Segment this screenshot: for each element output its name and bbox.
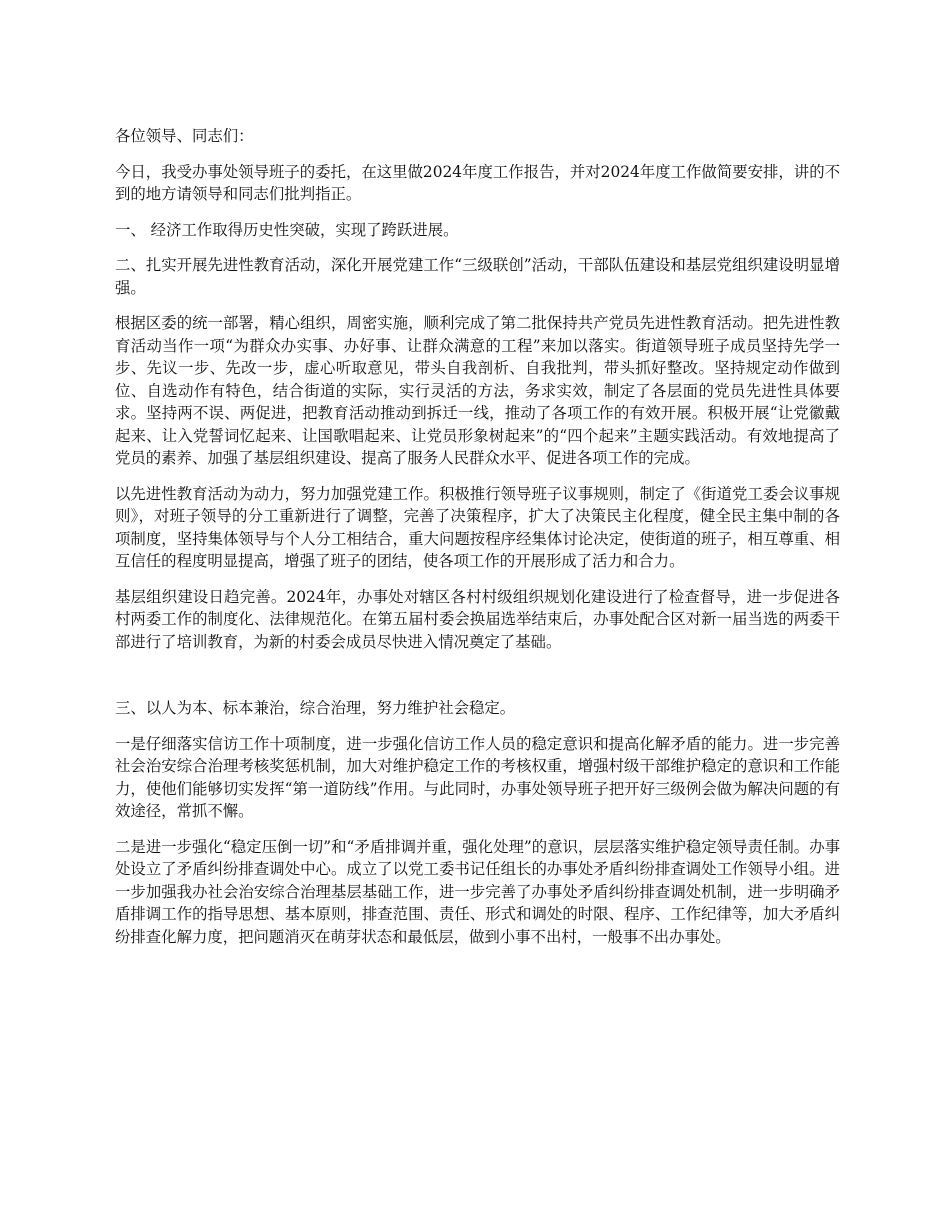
paragraph-grassroots: 基层组织建设日趋完善。2024年，办事处对辖区各村村级组织规划化建设进行了检查督导，进一步促进各村两委工作的制度化、法律规范化。在第五届村委会换届选举结束后，办事处配合区对新一届当选的两委干部进行了培训教育，为新的村委会成员尽快进入情况奠定了基础。 xyxy=(115,587,840,651)
paragraph-petition: 一是仔细落实信访工作十项制度，进一步强化信访工作人员的稳定意识和提高化解矛盾的能力。进一步完善社会治安综合治理考核奖惩机制，加大对维护稳定工作的考核权重，增强村级干部维护稳定的意识和工作能力，使他们能够切实发挥“第一道防线”作用。与此同时，办事处领导班子把开好三级例会做为解决问题的有效途径，常抓不懈。 xyxy=(115,734,840,820)
spacer xyxy=(115,666,840,697)
paragraph-education: 根据区委的统一部署，精心组织，周密实施，顺利完成了第二批保持共产党员先进性教育活动。把先进性教育活动当作一项“为群众办实事、办好事、让群众满意的工程”来加以落实。街道领导班子成员坚持先学一步、先议一步、先改一步，虚心听取意见，带头自我剖析、自我批判，带头抓好整改。坚持规定动作做到位、自选动作有特色，结合街道的实际，实行灵活的方法，务求实效，制定了各层面的党员先进性具体要求。坚持两不误、两促进，把教育活动推动到拆迁一线，推动了各项工作的有效开展。积极开展“让党徽戴起来、让入党誓词忆起来、让国歌唱起来、让党员形象树起来”的“四个起来”主题实践活动。有效地提高了党员的素养、加强了基层组织建设、提高了服务人民群众水平、促进各项工作的完成。 xyxy=(115,314,840,467)
section-heading-3: 三、以人为本、标本兼治，综合治理，努力维护社会稳定。 xyxy=(115,699,516,717)
section-heading-2: 二、扎实开展先进性教育活动，深化开展党建工作“三级联创”活动，干部队伍建设和基层党组织建设明显增强。 xyxy=(115,256,840,297)
document-body xyxy=(115,125,840,961)
paragraph-stability: 二是进一步强化“稳定压倒一切”和“矛盾排调并重，强化处理”的意识，层层落实维护稳定领导责任制。办事处设立了矛盾纠纷排查调处中心。成立了以党工委书记任组长的办事处矛盾纠纷排查调处工作领导小组。进一步加强我办社会治安综合治理基层基础工作，进一步完善了办事处矛盾纠纷排查调处机制，进一步明确矛盾排调工作的指导思想、基本原则，排查范围、责任、形式和调处的时限、程序、工作纪律等，加大矛盾纠纷排查化解力度，把问题消灭在萌芽状态和最低层，做到小事不出村，一般事不出办事处。 xyxy=(115,837,840,946)
paragraph-party-building: 以先进性教育活动为动力，努力加强党建工作。积极推行领导班子议事规则，制定了《街道党工委会议事规则》，对班子领导的分工重新进行了调整，完善了决策程序，扩大了决策民主化程度，健全民主集中制的各项制度，坚持集体领导与个人分工相结合，重大问题按程序经集体讨论决定，使街道的班子，相互尊重、相互信任的程度明显提高，增强了班子的团结，使各项工作的开展形成了活力和合力。 xyxy=(115,484,840,570)
section-heading-1: 一、 经济工作取得历史性突破，实现了跨跃进展。 xyxy=(115,220,459,239)
salutation: 各位领导、同志们： xyxy=(115,127,254,145)
paragraph-intro: 今日，我受办事处领导班子的委托，在这里做2024年度工作报告，并对2024年度工作做简要安排，讲的不到的地方请领导和同志们批判指正。 xyxy=(115,162,840,203)
